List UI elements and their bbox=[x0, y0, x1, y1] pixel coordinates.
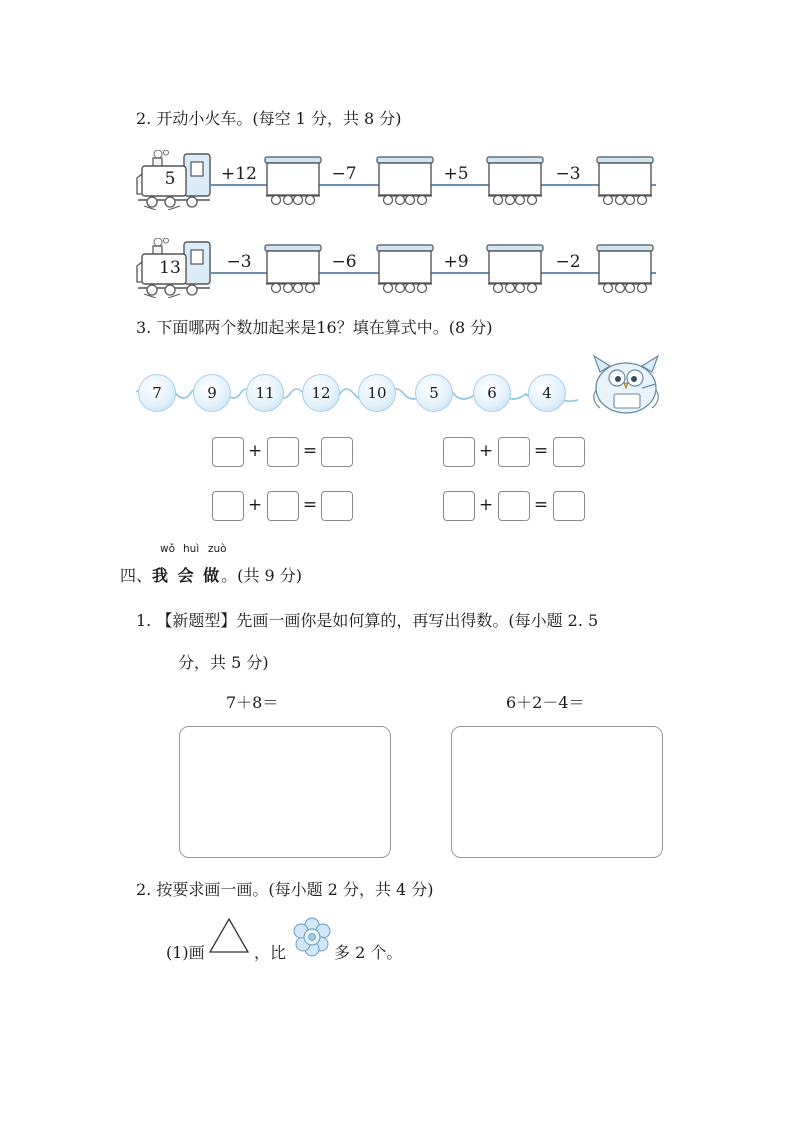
p2-sub1-suffix: 多 2 个。 bbox=[334, 943, 403, 962]
plus-sign: + bbox=[247, 495, 263, 515]
section4-heading bbox=[120, 563, 302, 586]
triangle-icon bbox=[208, 917, 250, 955]
q2-title: 2. 开动小火车。(每空 1 分，共 8 分) bbox=[136, 109, 402, 128]
train-car-answer-box[interactable] bbox=[376, 156, 434, 208]
addend-box[interactable] bbox=[212, 437, 244, 467]
pinyin-wo: wǒ bbox=[160, 543, 176, 555]
p1-expression-1: 7＋8＝ bbox=[226, 693, 279, 712]
train-car-answer-box[interactable] bbox=[376, 244, 434, 296]
section4-title: 我 会 做 bbox=[152, 566, 222, 585]
plus-sign: + bbox=[478, 441, 494, 461]
number-bead: 9 bbox=[193, 374, 231, 412]
number-bead: 10 bbox=[358, 374, 396, 412]
plus-sign: + bbox=[478, 495, 494, 515]
number-bead: 4 bbox=[528, 374, 566, 412]
p2-title: 2. 按要求画一画。(每小题 2 分，共 4 分) bbox=[136, 880, 434, 899]
train-car-answer-box[interactable] bbox=[486, 156, 544, 208]
train-car-answer-box[interactable] bbox=[486, 244, 544, 296]
train2-op-1: −3 bbox=[226, 252, 252, 272]
p1-instruction-cont: 分，共 5 分) bbox=[178, 653, 269, 672]
p1-instruction: 1. 【新题型】先画一画你是如何算的，再写出得数。(每小题 2. 5 bbox=[136, 611, 599, 630]
sum-box[interactable] bbox=[321, 491, 353, 521]
p2-sub1-prefix: (1)画 bbox=[166, 943, 205, 962]
train-car-answer-box[interactable] bbox=[264, 156, 322, 208]
train1-op-3: +5 bbox=[443, 164, 469, 184]
train-car-answer-box[interactable] bbox=[264, 244, 322, 296]
train1-op-2: −7 bbox=[331, 164, 357, 184]
owl-icon bbox=[584, 350, 668, 416]
train1-op-1: +12 bbox=[221, 164, 257, 184]
train-row-1 bbox=[136, 150, 656, 212]
train2-op-4: −2 bbox=[555, 252, 581, 272]
train2-start-number: 13 bbox=[159, 258, 181, 278]
q3-title: 3. 下面哪两个数加起来是16？填在算式中。(8 分) bbox=[136, 318, 493, 337]
sum-box[interactable] bbox=[321, 437, 353, 467]
equals-sign: = bbox=[302, 495, 318, 515]
number-bead: 12 bbox=[302, 374, 340, 412]
equals-sign: = bbox=[302, 441, 318, 461]
number-bead: 11 bbox=[246, 374, 284, 412]
addend-box[interactable] bbox=[443, 437, 475, 467]
train-row-2 bbox=[136, 238, 656, 300]
train1-op-4: −3 bbox=[555, 164, 581, 184]
sum-box[interactable] bbox=[553, 491, 585, 521]
addend-box[interactable] bbox=[267, 491, 299, 521]
train1-start-number: 5 bbox=[164, 169, 176, 189]
number-bead-string bbox=[136, 362, 596, 422]
equals-sign: = bbox=[533, 441, 549, 461]
drawing-area-2[interactable] bbox=[451, 726, 663, 858]
section4-score: 。(共 9 分) bbox=[221, 566, 303, 585]
pinyin-zuo: zuò bbox=[208, 543, 227, 555]
sum-box[interactable] bbox=[553, 437, 585, 467]
flower-icon bbox=[292, 917, 332, 957]
p1-expression-2: 6＋2－4＝ bbox=[506, 693, 585, 712]
pinyin-hui: huì bbox=[183, 543, 200, 555]
plus-sign: + bbox=[247, 441, 263, 461]
number-bead: 7 bbox=[138, 374, 176, 412]
train2-op-2: −6 bbox=[331, 252, 357, 272]
equals-sign: = bbox=[533, 495, 549, 515]
number-bead: 5 bbox=[415, 374, 453, 412]
addend-box[interactable] bbox=[498, 491, 530, 521]
section4-prefix: 四、 bbox=[120, 566, 153, 585]
train2-op-3: +9 bbox=[443, 252, 469, 272]
p2-sub1-compare: ，比 bbox=[254, 943, 287, 962]
addend-box[interactable] bbox=[443, 491, 475, 521]
drawing-area-1[interactable] bbox=[179, 726, 391, 858]
number-bead: 6 bbox=[473, 374, 511, 412]
train-car-answer-box[interactable] bbox=[596, 156, 654, 208]
train-car-answer-box[interactable] bbox=[596, 244, 654, 296]
addend-box[interactable] bbox=[212, 491, 244, 521]
addend-box[interactable] bbox=[267, 437, 299, 467]
addend-box[interactable] bbox=[498, 437, 530, 467]
